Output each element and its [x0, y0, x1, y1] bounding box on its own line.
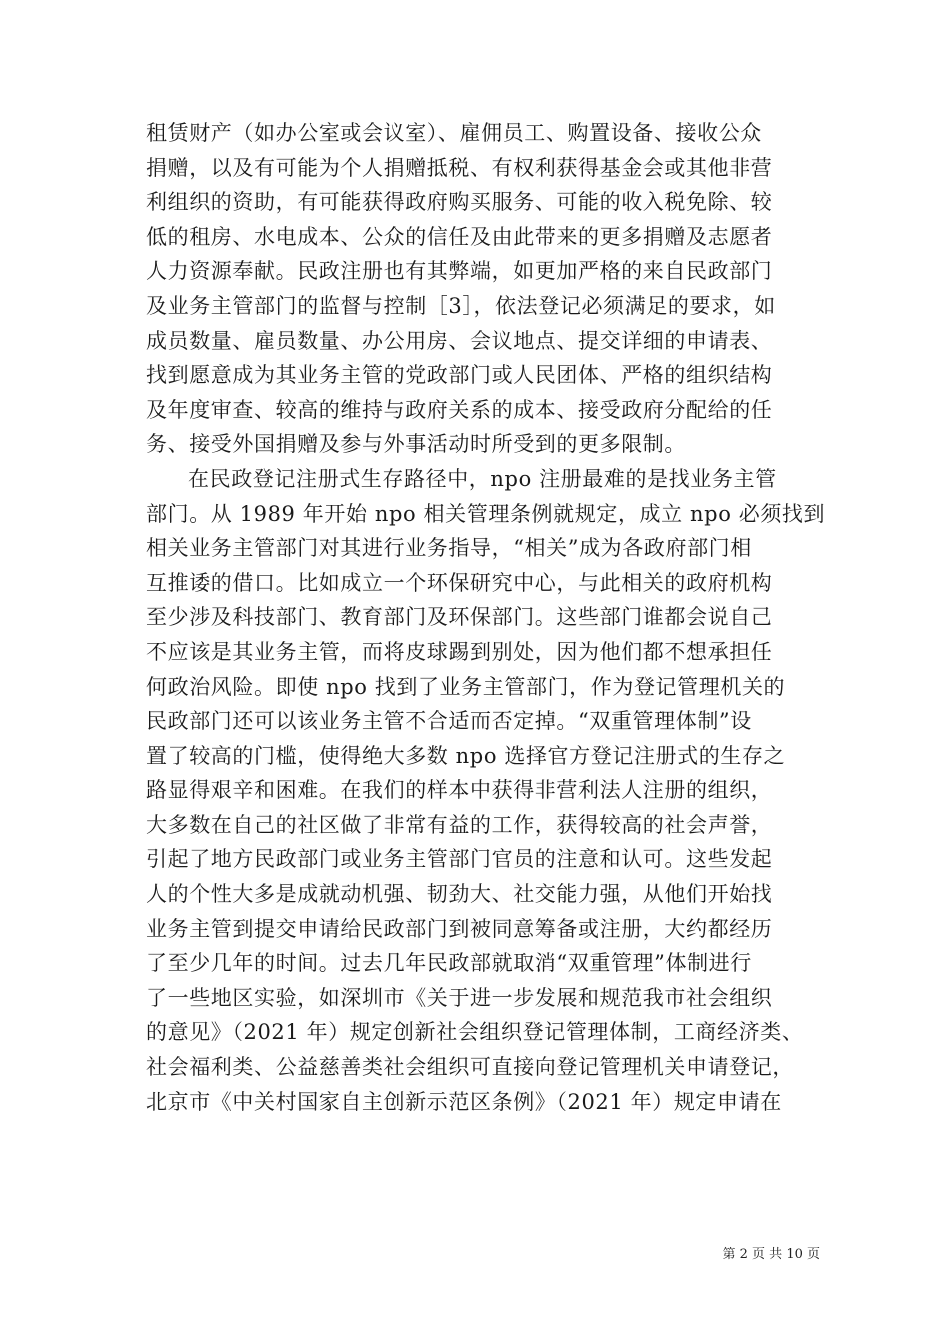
text-line: 大多数在自己的社区做了非常有益的工作，获得较高的社会声誉， — [146, 812, 773, 837]
text-line: 了至少几年的时间。过去几年民政部就取消“双重管理”体制进行 — [146, 951, 752, 976]
text-line: 成员数量、雇员数量、办公用房、会议地点、提交详细的申请表、 — [146, 328, 773, 353]
text-line: 的意见》（2021 年）规定创新社会组织登记管理体制，工商经济类、 — [146, 1020, 804, 1045]
text-line: 及业务主管部门的监督与控制［3］，依法登记必须满足的要求，如 — [146, 293, 776, 318]
text-line: 人的个性大多是成就动机强、韧劲大、社交能力强，从他们开始找 — [146, 882, 773, 907]
page-number-footer: 第 2 页 共 10 页 — [722, 1247, 820, 1262]
text-line: 何政治风险。即使 npo 找到了业务主管部门，作为登记管理机关的 — [146, 674, 786, 699]
text-line: 及年度审查、较高的维持与政府关系的成本、接受政府分配给的任 — [146, 397, 773, 422]
text-line: 了一些地区实验，如深圳市《关于进一步发展和规范我市社会组织 — [146, 985, 773, 1010]
text-line: 低的租房、水电成本、公众的信任及由此带来的更多捐赠及志愿者 — [146, 224, 773, 249]
text-line: 捐赠，以及有可能为个人捐赠抵税、有权利获得基金会或其他非营 — [146, 155, 773, 180]
text-line: 部门。从 1989 年开始 npo 相关管理条例就规定，成立 npo 必须找到 — [146, 501, 826, 526]
text-line: 至少涉及科技部门、教育部门及环保部门。这些部门谁都会说自己 — [146, 605, 773, 630]
text-line: 务、接受外国捐赠及参与外事活动时所受到的更多限制。 — [146, 432, 686, 457]
text-line: 民政部门还可以该业务主管不合适而否定掉。“双重管理体制”设 — [146, 709, 752, 734]
text-line: 租赁财产（如办公室或会议室）、雇佣员工、购置设备、接收公众 — [146, 121, 762, 145]
text-line: 不应该是其业务主管，而将皮球踢到别处，因为他们都不想承担任 — [146, 639, 773, 664]
text-line: 路显得艰辛和困难。在我们的样本中获得非营利法人注册的组织， — [146, 778, 773, 803]
text-line: 互推诿的借口。比如成立一个环保研究中心，与此相关的政府机构 — [146, 570, 773, 595]
text-line: 相关业务主管部门对其进行业务指导，“相关”成为各政府部门相 — [146, 536, 752, 561]
document-body — [146, 116, 826, 1119]
text-line: 社会福利类、公益慈善类社会组织可直接向登记管理机关申请登记， — [146, 1055, 794, 1080]
text-line: 找到愿意成为其业务主管的党政部门或人民团体、严格的组织结构 — [146, 363, 773, 388]
text-line: 业务主管到提交申请给民政部门到被同意筹备或注册，大约都经历 — [146, 916, 773, 941]
text-line: 北京市《中关村国家自主创新示范区条例》（2021 年）规定申请在 — [146, 1089, 782, 1114]
text-line: 人力资源奉献。民政注册也有其弊端，如更加严格的来自民政部门 — [146, 259, 773, 284]
text-line: 置了较高的门槛，使得绝大多数 npo 选择官方登记注册式的生存之 — [146, 743, 786, 768]
text-line: 利组织的资助，有可能获得政府购买服务、可能的收入税免除、较 — [146, 190, 773, 215]
text-line: 引起了地方民政部门或业务主管部门官员的注意和认可。这些发起 — [146, 847, 773, 872]
paragraph-first-line: 在民政登记注册式生存路径中，npo 注册最难的是找业务主管 — [188, 466, 777, 491]
